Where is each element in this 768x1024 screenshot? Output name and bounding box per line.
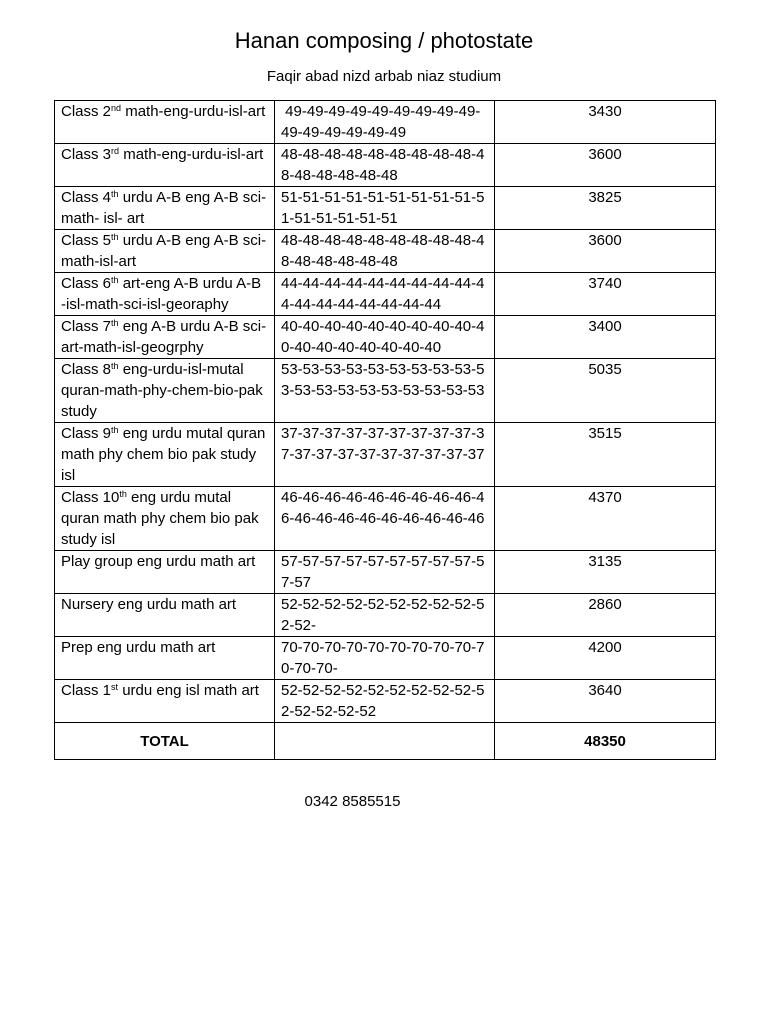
- phone-number: 0342 8585515: [304, 793, 401, 810]
- class-name: Nursery eng urdu math art: [61, 596, 237, 613]
- amount-cell: 4200: [495, 637, 716, 680]
- subject-rates-cell: 48-48-48-48-48-48-48-48-48-48-48-48-48-48-48: [275, 144, 495, 187]
- table-row: [55, 273, 716, 316]
- class-name: Class 7: [61, 318, 112, 335]
- subjects-list: math-eng-urdu-isl-art: [119, 146, 264, 163]
- subjects-list: eng urdu mutal quran math phy chem bio pak study isl: [61, 425, 266, 484]
- total-label: TOTAL: [55, 723, 275, 760]
- class-subjects-cell: [55, 187, 275, 230]
- amount-cell: 4370: [495, 487, 716, 551]
- class-name: Prep eng urdu math art: [61, 639, 216, 656]
- subject-rates-cell: 49-49-49-49-49-49-49-49-49-49-49-49-49-49-49: [275, 101, 495, 144]
- fee-table: [54, 100, 716, 760]
- class-subjects-cell: [55, 144, 275, 187]
- ordinal-suffix: th: [111, 425, 119, 435]
- amount-cell: 3135: [495, 551, 716, 594]
- class-subjects-cell: [55, 316, 275, 359]
- class-name: Class 1: [61, 682, 112, 699]
- class-subjects-cell: [55, 637, 275, 680]
- ordinal-suffix: th: [111, 318, 119, 328]
- ordinal-suffix: st: [111, 682, 119, 692]
- class-name: Class 5: [61, 232, 112, 249]
- amount-cell: 2860: [495, 594, 716, 637]
- subject-rates-cell: 53-53-53-53-53-53-53-53-53-53-53-53-53-53-53-53-53-53-53: [275, 359, 495, 423]
- class-subjects-cell: [55, 423, 275, 487]
- amount-cell: 3515: [495, 423, 716, 487]
- table-row: [55, 487, 716, 551]
- ordinal-suffix: th: [119, 489, 127, 499]
- class-name: Class 2: [61, 103, 112, 120]
- amount-cell: 3600: [495, 230, 716, 273]
- subjects-list: art-eng A-B urdu A-B -isl-math-sci-isl-georaphy: [61, 275, 262, 313]
- table-row: [55, 680, 716, 723]
- amount-cell: 5035: [495, 359, 716, 423]
- table-row: [55, 230, 716, 273]
- subjects-list: urdu A-B eng A-B sci-math- isl- art: [61, 189, 267, 227]
- amount-cell: 3600: [495, 144, 716, 187]
- subject-rates-cell: 70-70-70-70-70-70-70-70-70-70-70-70-: [275, 637, 495, 680]
- class-subjects-cell: [55, 273, 275, 316]
- subjects-list: math-eng-urdu-isl-art: [121, 103, 266, 120]
- class-subjects-cell: [55, 230, 275, 273]
- class-name: Class 3: [61, 146, 112, 163]
- class-subjects-cell: [55, 680, 275, 723]
- table-row: [55, 101, 716, 144]
- class-subjects-cell: [55, 594, 275, 637]
- table-row: [55, 594, 716, 637]
- class-name: Class 6: [61, 275, 112, 292]
- table-row: [55, 316, 716, 359]
- subject-rates-cell: 40-40-40-40-40-40-40-40-40-40-40-40-40-40-40-40-40: [275, 316, 495, 359]
- subject-rates-cell: 52-52-52-52-52-52-52-52-52-52-52-52-52-52: [275, 680, 495, 723]
- table-row: [55, 359, 716, 423]
- ordinal-suffix: th: [111, 275, 119, 285]
- amount-cell: 3825: [495, 187, 716, 230]
- class-name: Class 9: [61, 425, 112, 442]
- subjects-list: urdu eng isl math art: [118, 682, 259, 699]
- subject-rates-cell: 48-48-48-48-48-48-48-48-48-48-48-48-48-48-48: [275, 230, 495, 273]
- class-name: Class 10: [61, 489, 120, 506]
- class-name: Class 8: [61, 361, 112, 378]
- subject-rates-cell: 51-51-51-51-51-51-51-51-51-51-51-51-51-51-51: [275, 187, 495, 230]
- class-subjects-cell: [55, 101, 275, 144]
- total-amount: 48350: [495, 723, 716, 760]
- table-row: [55, 423, 716, 487]
- table-row: [55, 144, 716, 187]
- subjects-list: urdu A-B eng A-B sci-math-isl-art: [61, 232, 267, 270]
- total-rates: [275, 723, 495, 760]
- table-row: [55, 637, 716, 680]
- ordinal-suffix: th: [111, 189, 119, 199]
- subject-rates-cell: 46-46-46-46-46-46-46-46-46-46-46-46-46-46-46-46-46-46-46: [275, 487, 495, 551]
- subjects-list: eng A-B urdu A-B sci-art-math-isl-geogrphy: [61, 318, 267, 356]
- amount-cell: 3430: [495, 101, 716, 144]
- subject-rates-cell: 37-37-37-37-37-37-37-37-37-37-37-37-37-37-37-37-37-37-37: [275, 423, 495, 487]
- subject-rates-cell: 57-57-57-57-57-57-57-57-57-57-57: [275, 551, 495, 594]
- subjects-list: eng-urdu-isl-mutal quran-math-phy-chem-bio-pak study: [61, 361, 263, 420]
- class-name: Play group eng urdu math art: [61, 553, 256, 570]
- class-name: Class 4: [61, 189, 112, 206]
- subject-rates-cell: 52-52-52-52-52-52-52-52-52-52-52-: [275, 594, 495, 637]
- amount-cell: 3400: [495, 316, 716, 359]
- class-subjects-cell: [55, 487, 275, 551]
- ordinal-suffix: th: [111, 232, 119, 242]
- subjects-list: eng urdu mutal quran math phy chem bio pak study isl: [61, 489, 259, 548]
- page-title: Hanan composing / photostate: [234, 28, 534, 53]
- class-subjects-cell: [55, 551, 275, 594]
- total-row: [55, 723, 716, 760]
- ordinal-suffix: nd: [111, 103, 122, 113]
- class-subjects-cell: [55, 359, 275, 423]
- subject-rates-cell: 44-44-44-44-44-44-44-44-44-44-44-44-44-44-44-44-44: [275, 273, 495, 316]
- ordinal-suffix: th: [111, 361, 119, 371]
- ordinal-suffix: rd: [111, 146, 120, 156]
- amount-cell: 3640: [495, 680, 716, 723]
- table-row: [55, 187, 716, 230]
- page-subtitle: Faqir abad nizd arbab niaz studium: [266, 68, 502, 85]
- table-row: [55, 551, 716, 594]
- amount-cell: 3740: [495, 273, 716, 316]
